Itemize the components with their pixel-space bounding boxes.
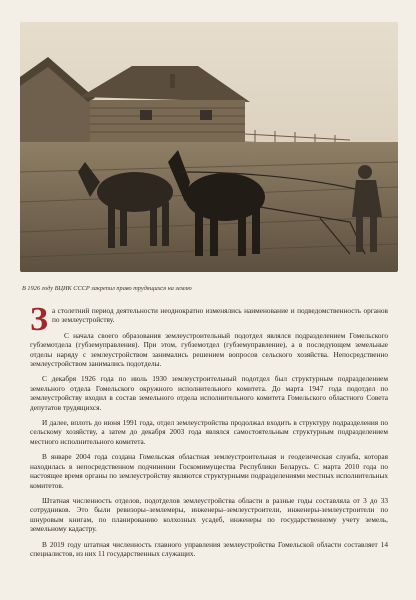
paragraph: Штатная численность отделов, подотделов землеустройства области в разные годы составляла от 3 до 33 сотрудников. Это были ревизоры–землемеры, инженеры–землеустроители, инженеры-землеустроители по шнуровым книгам, по планированию колхозных усадеб, инженеры по государственному учету земель, земельному кадастру. (30, 495, 388, 534)
paragraph: В 2019 году штатная численность главного управления землеустройства Гомельской области составляет 14 специалистов, из них 11 государственных служащих. (30, 539, 388, 558)
paragraph: И далее, вплоть до июня 1991 года, отдел землеустройства продолжал входить в структуру подразделения по сельскому хозяйству, а затем до декабря 2003 года являлся самостоятельным структурным подразделением местного исполнительного комитета. (30, 418, 388, 446)
paragraph-intro (30, 301, 388, 338)
paragraph-text: а столетний период деятельности неоднократно изменялись наименование и подведомственность органов по землеустройству. (51, 306, 388, 325)
article-body (30, 301, 388, 564)
photo-caption: В 1926 году ВЦИК СССР закрепил право трудящихся на землю (22, 285, 192, 292)
drop-cap: З (30, 301, 48, 338)
paragraph: С начала своего образования землеустроительный подотдел являлся подразделением Гомельского губземотдела (губземуправления). При этом, губземотдел (губземуправление), а в последующем земельные отделы наряду с землеустройством занимались решением вопросов сельского хозяйства. Непосредственно землеустройством занимались подотделы. (30, 330, 388, 369)
paragraph: В январе 2004 года создана Гомельская областная землеустроительная и геодезическая служба, которая находилась в непосредственном подчинении Госкомимущества Республики Беларусь. С марта 2010 года по настоящее время органы по землеустройству являются структурными подразделениями местных исполнительных комитетов. (30, 452, 388, 490)
paragraph: С декабря 1926 года по июль 1930 землеустроительный подотдел был структурным подразделением земельного отдела Гомельского окружного исполнительного комитета. До марта 1947 года подотдел по землеустройству входил в состав земельного отдела исполнительного комитета Гомельского областного Совета депутатов трудящихся. (30, 374, 388, 412)
historical-photo-plowing (20, 22, 398, 272)
